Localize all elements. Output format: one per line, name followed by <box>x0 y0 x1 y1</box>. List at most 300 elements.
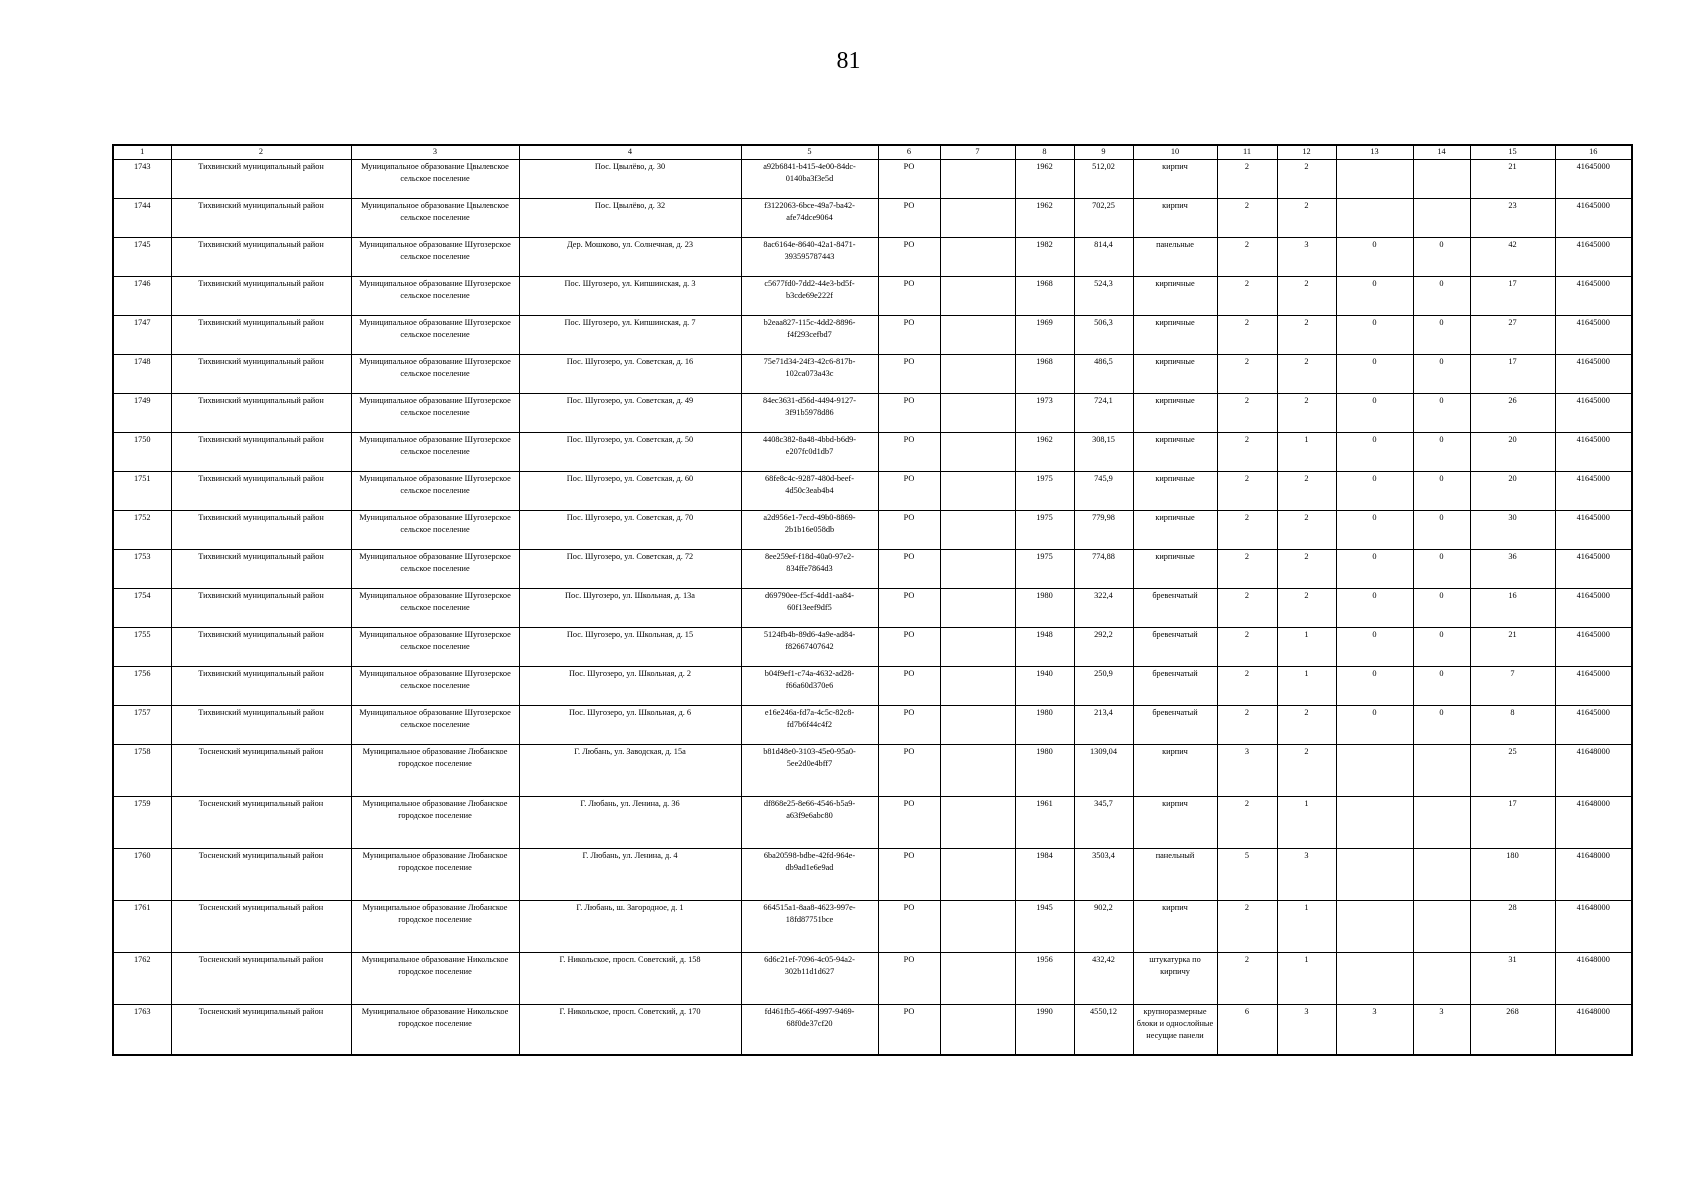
table-cell-col-2: Тихвинский муниципальный район <box>171 510 351 549</box>
table-cell-col-2: Тихвинский муниципальный район <box>171 276 351 315</box>
table-cell-col-10: панельные <box>1133 237 1217 276</box>
table-cell-col-14: 0 <box>1413 588 1470 627</box>
table-cell-col-7 <box>940 627 1015 666</box>
table-cell-col-9: 524,3 <box>1074 276 1133 315</box>
table-cell-col-6: РО <box>878 744 940 796</box>
table-cell-col-4: Пос. Шугозеро, ул. Школьная, д. 6 <box>519 705 741 744</box>
table-cell-col-5: b81d48e0-3103-45e0-95a0-5ee2d0e4bff7 <box>741 744 878 796</box>
table-cell-col-9: 213,4 <box>1074 705 1133 744</box>
table-cell-col-9: 506,3 <box>1074 315 1133 354</box>
table-cell-col-6: РО <box>878 549 940 588</box>
column-header-2: 2 <box>171 145 351 159</box>
table-cell-col-10: панельный <box>1133 848 1217 900</box>
table-cell-col-5: 664515a1-8aa8-4623-997e-18fd87751bce <box>741 900 878 952</box>
table-cell-col-1: 1748 <box>113 354 171 393</box>
table-cell-col-6: РО <box>878 510 940 549</box>
table-cell-col-16: 41645000 <box>1555 549 1632 588</box>
table-cell-col-9: 779,98 <box>1074 510 1133 549</box>
table-cell-col-7 <box>940 237 1015 276</box>
table-cell-col-9: 512,02 <box>1074 159 1133 198</box>
table-cell-col-2: Тихвинский муниципальный район <box>171 627 351 666</box>
housing-registry-table <box>112 144 1633 1056</box>
table-cell-col-7 <box>940 354 1015 393</box>
table-cell-col-6: РО <box>878 900 940 952</box>
table-cell-col-9: 902,2 <box>1074 900 1133 952</box>
table-cell-col-8: 1969 <box>1015 315 1074 354</box>
table-cell-col-10: кирпичные <box>1133 471 1217 510</box>
table-row <box>113 393 1632 432</box>
table-cell-col-2: Тосненский муниципальный район <box>171 900 351 952</box>
table-cell-col-16: 41645000 <box>1555 510 1632 549</box>
table-cell-col-4: Г. Никольское, просп. Советский, д. 170 <box>519 1004 741 1055</box>
table-cell-col-2: Тосненский муниципальный район <box>171 796 351 848</box>
table-cell-col-7 <box>940 315 1015 354</box>
table-cell-col-1: 1743 <box>113 159 171 198</box>
table-cell-col-13: 0 <box>1336 237 1413 276</box>
table-cell-col-14: 0 <box>1413 705 1470 744</box>
table-cell-col-15: 30 <box>1470 510 1555 549</box>
table-cell-col-15: 26 <box>1470 393 1555 432</box>
table-row <box>113 900 1632 952</box>
table-row <box>113 549 1632 588</box>
table-cell-col-3: Муниципальное образование Любанское городское поселение <box>351 900 519 952</box>
table-cell-col-1: 1762 <box>113 952 171 1004</box>
table-cell-col-14 <box>1413 159 1470 198</box>
table-cell-col-7 <box>940 276 1015 315</box>
table-cell-col-4: Пос. Шугозеро, ул. Советская, д. 70 <box>519 510 741 549</box>
table-cell-col-3: Муниципальное образование Любанское городское поселение <box>351 848 519 900</box>
table-cell-col-5: df868e25-8e66-4546-b5a9-a63f9e6abc80 <box>741 796 878 848</box>
column-header-12: 12 <box>1277 145 1336 159</box>
table-cell-col-16: 41645000 <box>1555 354 1632 393</box>
table-cell-col-12: 2 <box>1277 354 1336 393</box>
table-cell-col-13: 0 <box>1336 627 1413 666</box>
table-cell-col-7 <box>940 666 1015 705</box>
table-cell-col-7 <box>940 848 1015 900</box>
table-cell-col-6: РО <box>878 627 940 666</box>
table-cell-col-15: 7 <box>1470 666 1555 705</box>
table-cell-col-1: 1757 <box>113 705 171 744</box>
table-cell-col-14: 0 <box>1413 510 1470 549</box>
table-cell-col-2: Тосненский муниципальный район <box>171 1004 351 1055</box>
table-cell-col-3: Муниципальное образование Шугозерское сельское поселение <box>351 705 519 744</box>
table-cell-col-15: 21 <box>1470 159 1555 198</box>
table-cell-col-16: 41645000 <box>1555 237 1632 276</box>
table-row <box>113 666 1632 705</box>
table-cell-col-8: 1990 <box>1015 1004 1074 1055</box>
column-header-10: 10 <box>1133 145 1217 159</box>
table-row <box>113 705 1632 744</box>
table-cell-col-9: 486,5 <box>1074 354 1133 393</box>
table-cell-col-5: fd461fb5-466f-4997-9469-68f0de37cf20 <box>741 1004 878 1055</box>
table-cell-col-14 <box>1413 900 1470 952</box>
table-cell-col-16: 41648000 <box>1555 796 1632 848</box>
table-row <box>113 354 1632 393</box>
table-cell-col-12: 2 <box>1277 705 1336 744</box>
table-cell-col-13: 0 <box>1336 666 1413 705</box>
table-cell-col-14 <box>1413 848 1470 900</box>
table-cell-col-10: кирпич <box>1133 744 1217 796</box>
column-header-11: 11 <box>1217 145 1277 159</box>
table-row <box>113 276 1632 315</box>
table-cell-col-6: РО <box>878 705 940 744</box>
table-cell-col-8: 1975 <box>1015 549 1074 588</box>
table-cell-col-13 <box>1336 159 1413 198</box>
table-row <box>113 952 1632 1004</box>
table-cell-col-8: 1940 <box>1015 666 1074 705</box>
table-cell-col-2: Тосненский муниципальный район <box>171 848 351 900</box>
table-cell-col-3: Муниципальное образование Любанское городское поселение <box>351 796 519 848</box>
table-cell-col-2: Тихвинский муниципальный район <box>171 666 351 705</box>
table-cell-col-8: 1980 <box>1015 705 1074 744</box>
table-cell-col-9: 745,9 <box>1074 471 1133 510</box>
table-cell-col-10: кирпич <box>1133 796 1217 848</box>
table-cell-col-16: 41648000 <box>1555 744 1632 796</box>
table-cell-col-15: 21 <box>1470 627 1555 666</box>
table-cell-col-2: Тихвинский муниципальный район <box>171 237 351 276</box>
table-cell-col-16: 41645000 <box>1555 588 1632 627</box>
table-cell-col-12: 2 <box>1277 159 1336 198</box>
table-cell-col-6: РО <box>878 354 940 393</box>
table-cell-col-11: 2 <box>1217 900 1277 952</box>
table-cell-col-6: РО <box>878 848 940 900</box>
table-cell-col-7 <box>940 510 1015 549</box>
table-cell-col-4: Пос. Шугозеро, ул. Советская, д. 72 <box>519 549 741 588</box>
table-cell-col-15: 28 <box>1470 900 1555 952</box>
table-cell-col-5: c5677fd0-7dd2-44e3-bd5f-b3cde69e222f <box>741 276 878 315</box>
table-cell-col-8: 1982 <box>1015 237 1074 276</box>
table-cell-col-12: 2 <box>1277 198 1336 237</box>
table-cell-col-2: Тихвинский муниципальный район <box>171 432 351 471</box>
table-cell-col-16: 41648000 <box>1555 900 1632 952</box>
table-cell-col-2: Тихвинский муниципальный район <box>171 198 351 237</box>
table-row <box>113 848 1632 900</box>
table-cell-col-3: Муниципальное образование Шугозерское сельское поселение <box>351 666 519 705</box>
table-cell-col-6: РО <box>878 1004 940 1055</box>
column-header-1: 1 <box>113 145 171 159</box>
table-cell-col-14 <box>1413 744 1470 796</box>
table-cell-col-12: 1 <box>1277 796 1336 848</box>
table-cell-col-7 <box>940 393 1015 432</box>
table-cell-col-4: Пос. Шугозеро, ул. Советская, д. 16 <box>519 354 741 393</box>
table-body <box>113 159 1632 1055</box>
table-cell-col-5: f3122063-6bce-49a7-ba42-afe74dce9064 <box>741 198 878 237</box>
table-cell-col-4: Пос. Шугозеро, ул. Советская, д. 60 <box>519 471 741 510</box>
table-cell-col-10: крупноразмерные блоки и однослойные несущие панели <box>1133 1004 1217 1055</box>
table-cell-col-5: e16e246a-fd7a-4c5c-82c8-fd7b6f44c4f2 <box>741 705 878 744</box>
table-cell-col-10: бревенчатый <box>1133 588 1217 627</box>
table-row <box>113 471 1632 510</box>
table-cell-col-14: 0 <box>1413 393 1470 432</box>
table-row <box>113 237 1632 276</box>
table-cell-col-10: кирпичные <box>1133 510 1217 549</box>
table-row <box>113 627 1632 666</box>
table-cell-col-7 <box>940 198 1015 237</box>
table-cell-col-3: Муниципальное образование Шугозерское сельское поселение <box>351 237 519 276</box>
table-cell-col-5: 6d6c21ef-7096-4c05-94a2-302b11d1d627 <box>741 952 878 1004</box>
table-cell-col-4: Пос. Цвылёво, д. 32 <box>519 198 741 237</box>
table-cell-col-15: 23 <box>1470 198 1555 237</box>
table-cell-col-4: Пос. Шугозеро, ул. Школьная, д. 15 <box>519 627 741 666</box>
table-cell-col-9: 292,2 <box>1074 627 1133 666</box>
table-cell-col-1: 1745 <box>113 237 171 276</box>
table-cell-col-3: Муниципальное образование Цвылевское сельское поселение <box>351 159 519 198</box>
table-cell-col-3: Муниципальное образование Шугозерское сельское поселение <box>351 627 519 666</box>
table-cell-col-15: 268 <box>1470 1004 1555 1055</box>
table-cell-col-13: 0 <box>1336 432 1413 471</box>
table-cell-col-6: РО <box>878 393 940 432</box>
table-cell-col-14: 0 <box>1413 237 1470 276</box>
table-cell-col-7 <box>940 471 1015 510</box>
table-cell-col-7 <box>940 432 1015 471</box>
table-cell-col-13 <box>1336 900 1413 952</box>
table-cell-col-16: 41645000 <box>1555 198 1632 237</box>
table-row <box>113 315 1632 354</box>
table-cell-col-7 <box>940 744 1015 796</box>
table-cell-col-15: 8 <box>1470 705 1555 744</box>
table-cell-col-8: 1975 <box>1015 510 1074 549</box>
table-cell-col-9: 308,15 <box>1074 432 1133 471</box>
table-cell-col-6: РО <box>878 588 940 627</box>
table-cell-col-12: 1 <box>1277 900 1336 952</box>
table-header <box>113 145 1632 159</box>
table-cell-col-4: Пос. Шугозеро, ул. Советская, д. 50 <box>519 432 741 471</box>
table-cell-col-4: Дер. Мошково, ул. Солнечная, д. 23 <box>519 237 741 276</box>
table-cell-col-14: 0 <box>1413 666 1470 705</box>
table-cell-col-15: 16 <box>1470 588 1555 627</box>
table-cell-col-8: 1962 <box>1015 198 1074 237</box>
table-cell-col-10: бревенчатый <box>1133 705 1217 744</box>
table-cell-col-6: РО <box>878 432 940 471</box>
table-cell-col-15: 17 <box>1470 354 1555 393</box>
column-header-6: 6 <box>878 145 940 159</box>
table-row <box>113 198 1632 237</box>
table-cell-col-13 <box>1336 744 1413 796</box>
table-cell-col-11: 2 <box>1217 952 1277 1004</box>
table-cell-col-4: Г. Никольское, просп. Советский, д. 158 <box>519 952 741 1004</box>
table-cell-col-13: 0 <box>1336 510 1413 549</box>
table-cell-col-8: 1962 <box>1015 159 1074 198</box>
table-cell-col-4: Г. Любань, ул. Заводская, д. 15а <box>519 744 741 796</box>
table-cell-col-5: 5124fb4b-89d6-4a9e-ad84-f82667407642 <box>741 627 878 666</box>
table-cell-col-15: 31 <box>1470 952 1555 1004</box>
table-cell-col-16: 41645000 <box>1555 276 1632 315</box>
table-cell-col-11: 3 <box>1217 744 1277 796</box>
table-cell-col-3: Муниципальное образование Любанское городское поселение <box>351 744 519 796</box>
table-cell-col-6: РО <box>878 796 940 848</box>
table-cell-col-14: 0 <box>1413 354 1470 393</box>
table-cell-col-1: 1761 <box>113 900 171 952</box>
table-cell-col-12: 1 <box>1277 666 1336 705</box>
table-cell-col-2: Тихвинский муниципальный район <box>171 705 351 744</box>
table-cell-col-16: 41648000 <box>1555 952 1632 1004</box>
table-cell-col-15: 25 <box>1470 744 1555 796</box>
table-cell-col-8: 1962 <box>1015 432 1074 471</box>
table-cell-col-9: 4550,12 <box>1074 1004 1133 1055</box>
table-cell-col-12: 1 <box>1277 432 1336 471</box>
table-cell-col-3: Муниципальное образование Шугозерское сельское поселение <box>351 276 519 315</box>
table-cell-col-11: 2 <box>1217 393 1277 432</box>
table-cell-col-13: 0 <box>1336 549 1413 588</box>
column-header-5: 5 <box>741 145 878 159</box>
table-cell-col-5: a92b6841-b415-4e00-84dc-0140ba3f3e5d <box>741 159 878 198</box>
table-cell-col-9: 774,88 <box>1074 549 1133 588</box>
table-cell-col-14 <box>1413 796 1470 848</box>
column-header-14: 14 <box>1413 145 1470 159</box>
table-cell-col-10: кирпичные <box>1133 315 1217 354</box>
table-cell-col-11: 2 <box>1217 510 1277 549</box>
table-cell-col-10: кирпич <box>1133 159 1217 198</box>
table-cell-col-8: 1968 <box>1015 276 1074 315</box>
table-cell-col-4: Пос. Шугозеро, ул. Советская, д. 49 <box>519 393 741 432</box>
table-cell-col-13 <box>1336 952 1413 1004</box>
table-cell-col-10: бревенчатый <box>1133 627 1217 666</box>
table-cell-col-16: 41648000 <box>1555 848 1632 900</box>
table-cell-col-11: 2 <box>1217 471 1277 510</box>
table-cell-col-2: Тихвинский муниципальный район <box>171 159 351 198</box>
table-cell-col-9: 322,4 <box>1074 588 1133 627</box>
table-cell-col-1: 1746 <box>113 276 171 315</box>
table-cell-col-12: 2 <box>1277 276 1336 315</box>
table-cell-col-15: 20 <box>1470 471 1555 510</box>
table-cell-col-12: 2 <box>1277 588 1336 627</box>
table-cell-col-7 <box>940 900 1015 952</box>
table-cell-col-2: Тосненский муниципальный район <box>171 744 351 796</box>
table-cell-col-14 <box>1413 952 1470 1004</box>
table-cell-col-10: кирпичные <box>1133 354 1217 393</box>
table-cell-col-14: 0 <box>1413 315 1470 354</box>
table-cell-col-14: 0 <box>1413 471 1470 510</box>
table-cell-col-11: 2 <box>1217 705 1277 744</box>
table-cell-col-8: 1975 <box>1015 471 1074 510</box>
table-cell-col-2: Тихвинский муниципальный район <box>171 315 351 354</box>
table-cell-col-10: кирпич <box>1133 198 1217 237</box>
table-cell-col-12: 1 <box>1277 627 1336 666</box>
table-cell-col-13: 0 <box>1336 315 1413 354</box>
table-cell-col-16: 41645000 <box>1555 393 1632 432</box>
table-cell-col-16: 41645000 <box>1555 432 1632 471</box>
table-cell-col-4: Пос. Шугозеро, ул. Кипшинская, д. 7 <box>519 315 741 354</box>
table-cell-col-13 <box>1336 198 1413 237</box>
table-cell-col-10: бревенчатый <box>1133 666 1217 705</box>
table-cell-col-3: Муниципальное образование Шугозерское сельское поселение <box>351 549 519 588</box>
table-cell-col-11: 2 <box>1217 549 1277 588</box>
table-cell-col-12: 3 <box>1277 237 1336 276</box>
table-cell-col-5: b2eaa827-115c-4dd2-8896-f4f293cefbd7 <box>741 315 878 354</box>
table-cell-col-8: 1956 <box>1015 952 1074 1004</box>
table-cell-col-11: 2 <box>1217 198 1277 237</box>
table-cell-col-4: Пос. Шугозеро, ул. Школьная, д. 13а <box>519 588 741 627</box>
table-cell-col-15: 36 <box>1470 549 1555 588</box>
table-cell-col-16: 41645000 <box>1555 627 1632 666</box>
table-cell-col-9: 345,7 <box>1074 796 1133 848</box>
table-cell-col-13: 0 <box>1336 393 1413 432</box>
table-cell-col-8: 1948 <box>1015 627 1074 666</box>
table-cell-col-9: 814,4 <box>1074 237 1133 276</box>
table-cell-col-9: 724,1 <box>1074 393 1133 432</box>
table-cell-col-12: 2 <box>1277 549 1336 588</box>
table-cell-col-10: кирпичные <box>1133 276 1217 315</box>
table-cell-col-10: кирпичные <box>1133 393 1217 432</box>
table-cell-col-2: Тихвинский муниципальный район <box>171 549 351 588</box>
table-cell-col-13 <box>1336 796 1413 848</box>
table-cell-col-9: 702,25 <box>1074 198 1133 237</box>
table-cell-col-3: Муниципальное образование Шугозерское сельское поселение <box>351 393 519 432</box>
column-header-3: 3 <box>351 145 519 159</box>
table-cell-col-1: 1760 <box>113 848 171 900</box>
table-cell-col-12: 1 <box>1277 952 1336 1004</box>
table-cell-col-13: 0 <box>1336 705 1413 744</box>
table-cell-col-11: 2 <box>1217 588 1277 627</box>
table-cell-col-16: 41645000 <box>1555 666 1632 705</box>
table-cell-col-1: 1753 <box>113 549 171 588</box>
table-cell-col-1: 1752 <box>113 510 171 549</box>
table-cell-col-2: Тихвинский муниципальный район <box>171 393 351 432</box>
table-cell-col-11: 2 <box>1217 796 1277 848</box>
table-cell-col-8: 1973 <box>1015 393 1074 432</box>
table-cell-col-1: 1755 <box>113 627 171 666</box>
table-cell-col-11: 6 <box>1217 1004 1277 1055</box>
table-cell-col-1: 1756 <box>113 666 171 705</box>
table-cell-col-1: 1747 <box>113 315 171 354</box>
table-cell-col-15: 20 <box>1470 432 1555 471</box>
table-cell-col-11: 2 <box>1217 159 1277 198</box>
table-cell-col-1: 1759 <box>113 796 171 848</box>
column-header-8: 8 <box>1015 145 1074 159</box>
table-cell-col-2: Тихвинский муниципальный район <box>171 354 351 393</box>
table-cell-col-14: 0 <box>1413 549 1470 588</box>
table-cell-col-1: 1758 <box>113 744 171 796</box>
table-cell-col-5: 68fe8c4c-9287-480d-beef-4d50c3eab4b4 <box>741 471 878 510</box>
table-cell-col-8: 1968 <box>1015 354 1074 393</box>
table-cell-col-8: 1961 <box>1015 796 1074 848</box>
table-cell-col-4: Г. Любань, ул. Ленина, д. 4 <box>519 848 741 900</box>
table-cell-col-1: 1744 <box>113 198 171 237</box>
table-cell-col-6: РО <box>878 666 940 705</box>
table-cell-col-13 <box>1336 848 1413 900</box>
table-cell-col-2: Тихвинский муниципальный район <box>171 471 351 510</box>
table-cell-col-10: кирпич <box>1133 900 1217 952</box>
table-cell-col-16: 41645000 <box>1555 705 1632 744</box>
table-cell-col-2: Тихвинский муниципальный район <box>171 588 351 627</box>
table-cell-col-5: d69790ee-f5cf-4dd1-aa84-60f13eef9df5 <box>741 588 878 627</box>
column-header-13: 13 <box>1336 145 1413 159</box>
table-cell-col-3: Муниципальное образование Шугозерское сельское поселение <box>351 471 519 510</box>
table-cell-col-6: РО <box>878 471 940 510</box>
table-cell-col-8: 1984 <box>1015 848 1074 900</box>
table-cell-col-1: 1754 <box>113 588 171 627</box>
table-cell-col-11: 2 <box>1217 315 1277 354</box>
table-cell-col-9: 250,9 <box>1074 666 1133 705</box>
table-cell-col-16: 41645000 <box>1555 159 1632 198</box>
table-cell-col-4: Г. Любань, ш. Загородное, д. 1 <box>519 900 741 952</box>
table-cell-col-10: кирпичные <box>1133 432 1217 471</box>
table-cell-col-1: 1750 <box>113 432 171 471</box>
table-cell-col-12: 3 <box>1277 1004 1336 1055</box>
table-cell-col-16: 41645000 <box>1555 471 1632 510</box>
table-cell-col-15: 27 <box>1470 315 1555 354</box>
table-cell-col-6: РО <box>878 952 940 1004</box>
table-cell-col-2: Тосненский муниципальный район <box>171 952 351 1004</box>
table-cell-col-1: 1751 <box>113 471 171 510</box>
table-cell-col-5: 8ac6164e-8640-42a1-8471-393595787443 <box>741 237 878 276</box>
table-cell-col-7 <box>940 159 1015 198</box>
table-cell-col-10: штукатурка по кирпичу <box>1133 952 1217 1004</box>
table-cell-col-6: РО <box>878 237 940 276</box>
column-header-16: 16 <box>1555 145 1632 159</box>
table-cell-col-15: 42 <box>1470 237 1555 276</box>
table-row <box>113 588 1632 627</box>
